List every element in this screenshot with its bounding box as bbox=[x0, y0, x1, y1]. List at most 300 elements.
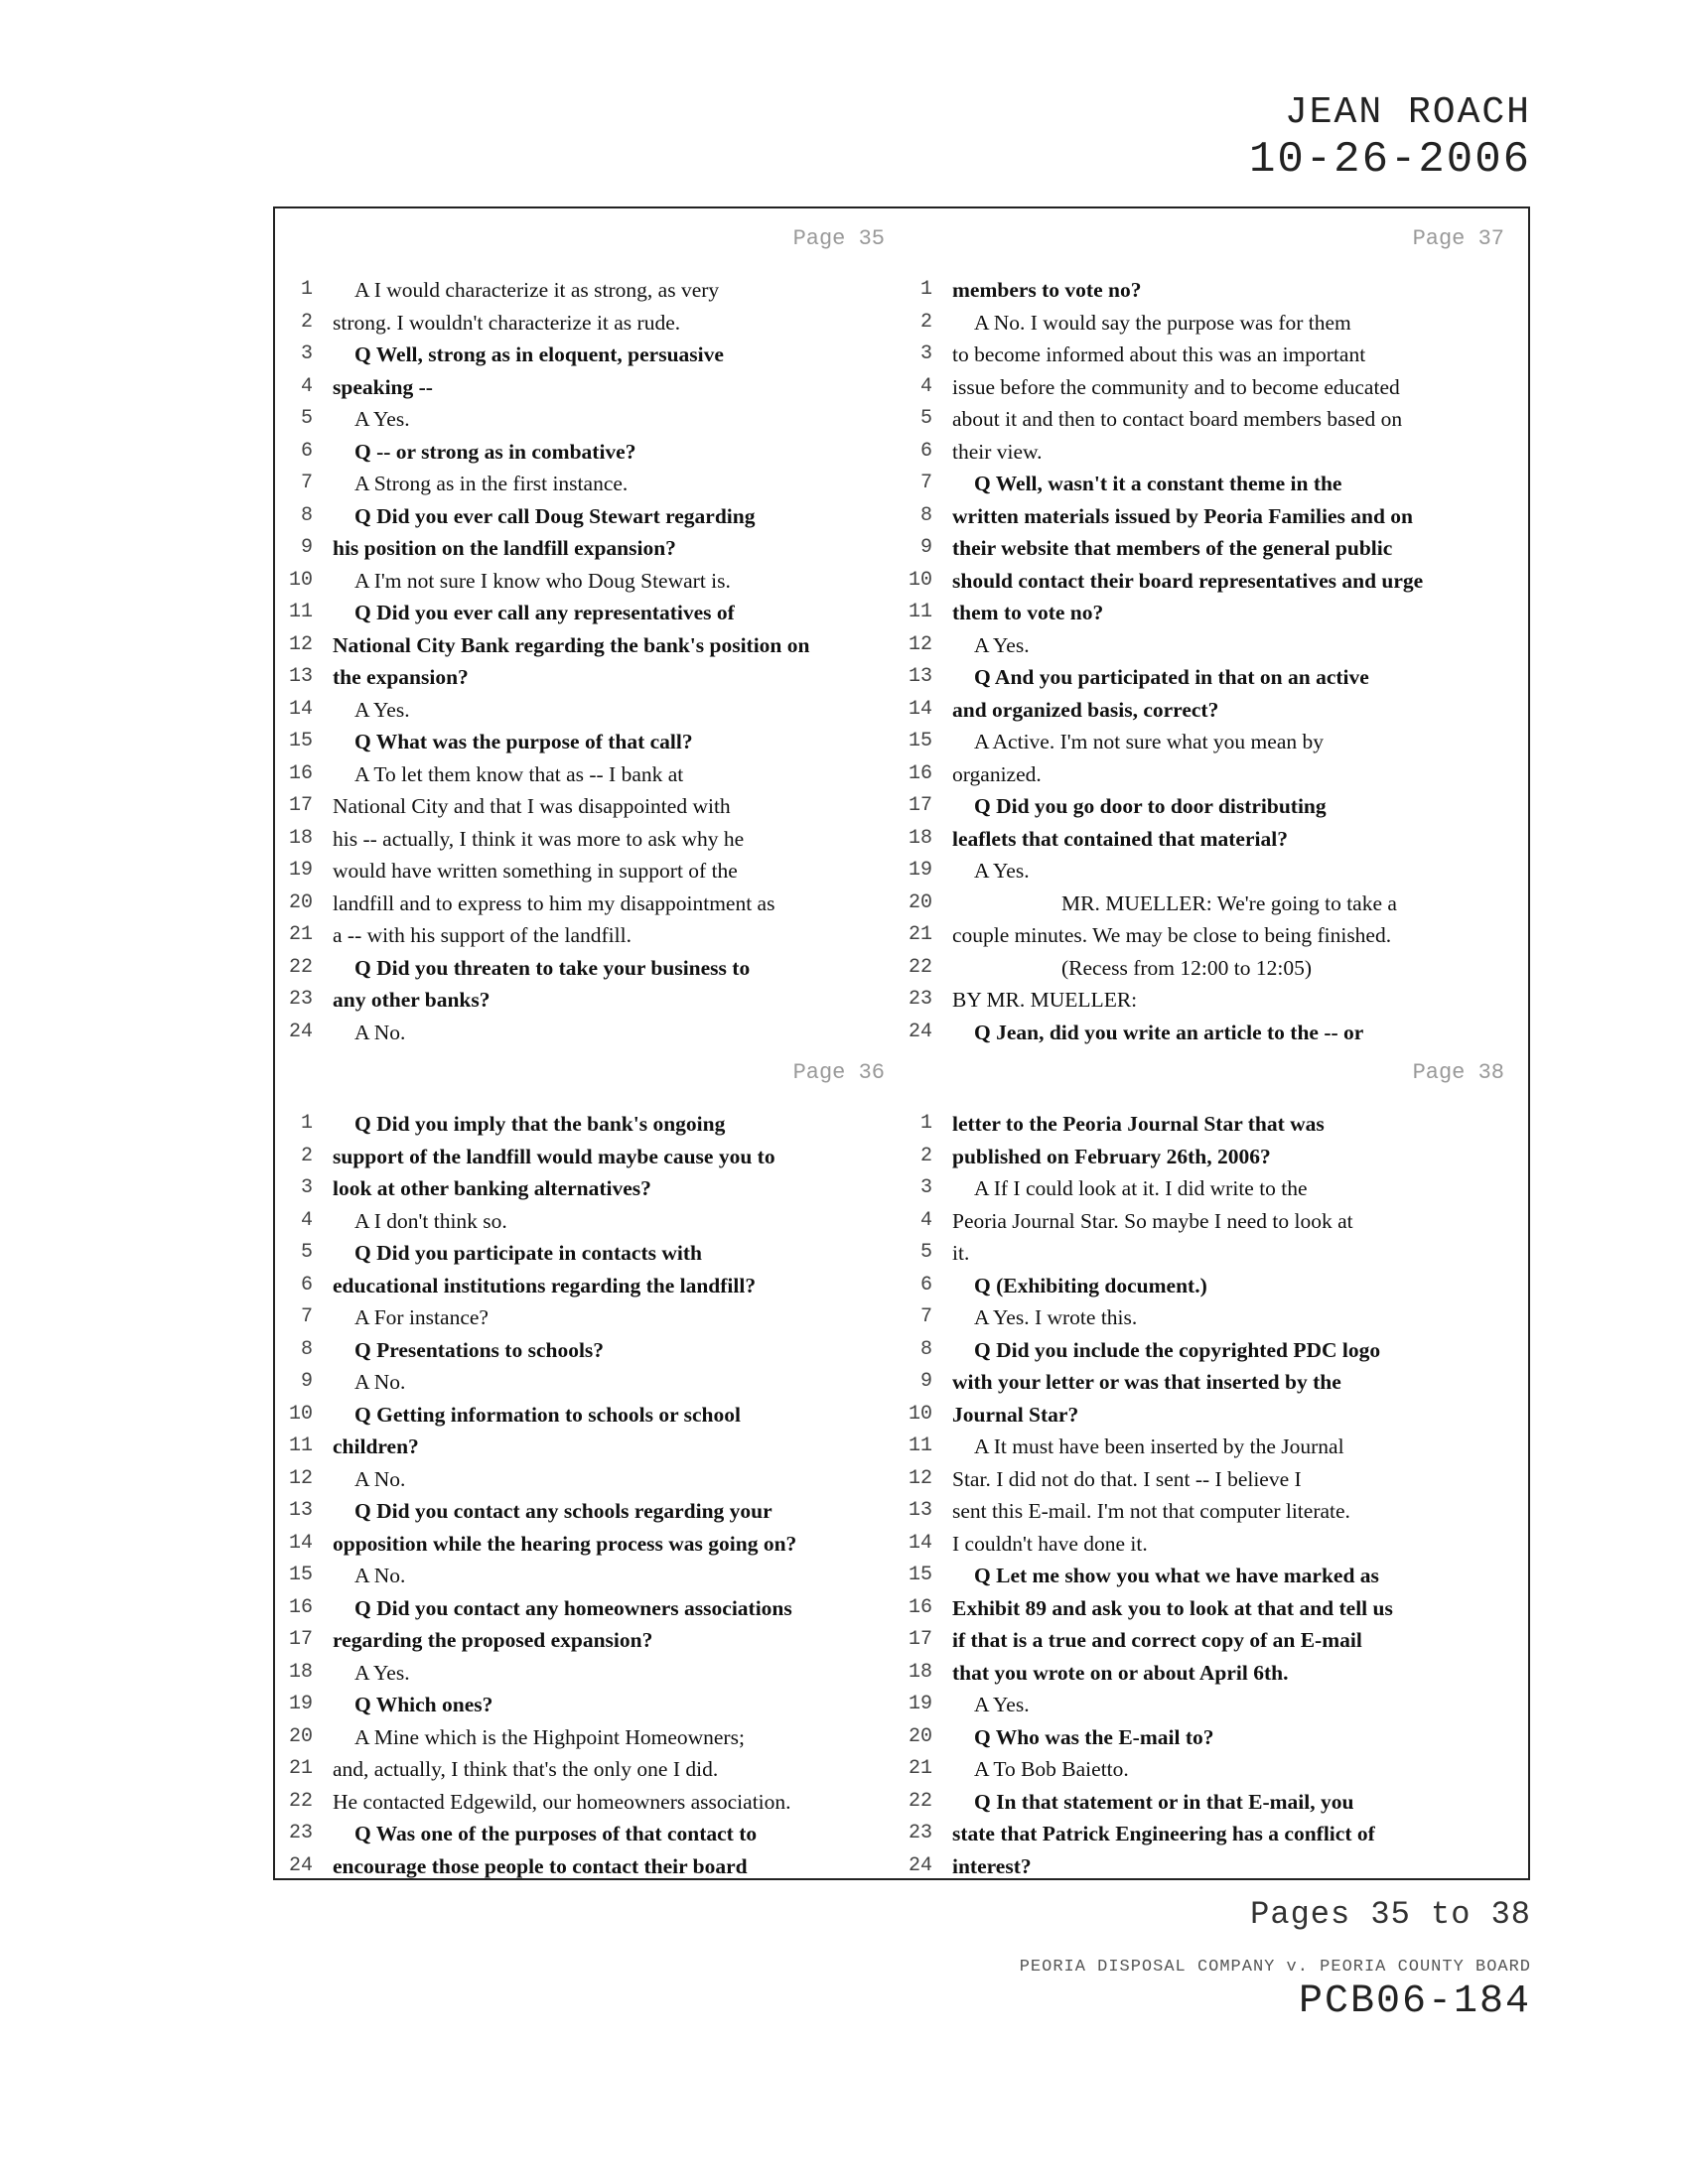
line-number: 24 bbox=[288, 1020, 313, 1043]
transcript-line bbox=[283, 1786, 907, 1819]
transcript-line bbox=[283, 1818, 907, 1850]
transcript-line bbox=[903, 1657, 1526, 1690]
line-text: and organized basis, correct? bbox=[952, 697, 1219, 722]
line-number: 18 bbox=[908, 1660, 932, 1684]
deposition-date: 10-26-2006 bbox=[1248, 135, 1531, 185]
transcript-line bbox=[283, 403, 907, 436]
line-text: strong. I wouldn't characterize it as rude. bbox=[333, 310, 681, 335]
line-number: 1 bbox=[919, 278, 932, 301]
transcript-line bbox=[283, 1592, 907, 1625]
transcript-line bbox=[903, 1753, 1526, 1786]
page-label: Page 37 bbox=[1412, 226, 1504, 251]
line-number: 10 bbox=[288, 568, 313, 592]
line-text: any other banks? bbox=[333, 988, 491, 1012]
transcript-line bbox=[903, 1850, 1526, 1883]
line-number: 7 bbox=[919, 1305, 932, 1328]
line-text: Q Presentations to schools? bbox=[354, 1337, 605, 1362]
line-number: 3 bbox=[300, 342, 313, 365]
line-text: Q -- or strong as in combative? bbox=[354, 439, 636, 464]
pages-range: Pages 35 to 38 bbox=[1250, 1896, 1531, 1933]
line-text: National City Bank regarding the bank's position on bbox=[333, 632, 810, 657]
line-text: his -- actually, I think it was more to ask why he bbox=[333, 826, 745, 851]
line-text: the expansion? bbox=[333, 665, 469, 689]
line-number: 10 bbox=[908, 1402, 932, 1426]
page-label: Page 36 bbox=[792, 1060, 885, 1085]
line-text: A No. bbox=[354, 1370, 406, 1394]
line-text: couple minutes. We may be close to being finished. bbox=[952, 923, 1392, 947]
line-text: A No. I would say the purpose was for them bbox=[974, 310, 1351, 335]
line-number: 13 bbox=[288, 665, 313, 688]
line-number: 14 bbox=[288, 1531, 313, 1555]
transcript-line bbox=[283, 371, 907, 404]
line-number: 1 bbox=[919, 1112, 932, 1135]
transcript-line bbox=[283, 565, 907, 598]
line-text: A I don't think so. bbox=[354, 1208, 507, 1233]
line-text: Q Jean, did you write an article to the -- or bbox=[974, 1020, 1364, 1044]
line-number: 22 bbox=[908, 955, 932, 979]
line-text: A Active. I'm not sure what you mean by bbox=[974, 730, 1324, 753]
transcript-line bbox=[903, 758, 1526, 791]
line-number: 13 bbox=[288, 1499, 313, 1522]
line-number: 12 bbox=[908, 1466, 932, 1490]
line-text: and, actually, I think that's the only one I did. bbox=[333, 1757, 719, 1781]
line-number: 19 bbox=[288, 1693, 313, 1715]
line-text: A Strong as in the first instance. bbox=[354, 472, 629, 495]
line-text: Q Which ones? bbox=[354, 1693, 493, 1716]
transcript-line bbox=[903, 274, 1526, 307]
line-text: A Yes. bbox=[354, 1660, 410, 1685]
line-number: 22 bbox=[288, 1789, 313, 1813]
transcript-line bbox=[283, 1753, 907, 1786]
line-number: 23 bbox=[908, 1822, 932, 1844]
line-number: 11 bbox=[288, 601, 313, 623]
transcript-line bbox=[903, 403, 1526, 436]
transcript-line bbox=[283, 532, 907, 565]
line-number: 16 bbox=[908, 1595, 932, 1619]
transcript-line bbox=[903, 952, 1526, 985]
transcript-line bbox=[903, 1205, 1526, 1238]
page-label: Page 38 bbox=[1412, 1060, 1504, 1085]
line-number: 4 bbox=[919, 1208, 932, 1232]
transcript-line bbox=[903, 1172, 1526, 1205]
transcript-line bbox=[283, 500, 907, 533]
transcript-line bbox=[283, 339, 907, 371]
line-text: Exhibit 89 and ask you to look at that and tell us bbox=[952, 1595, 1393, 1620]
line-number: 15 bbox=[288, 1564, 313, 1586]
transcript-line bbox=[283, 823, 907, 856]
line-number: 20 bbox=[908, 890, 932, 914]
line-text: organized. bbox=[952, 761, 1042, 786]
transcript-line bbox=[903, 307, 1526, 340]
line-text: members to vote no? bbox=[952, 278, 1142, 302]
line-number: 24 bbox=[288, 1853, 313, 1877]
transcript-line bbox=[903, 790, 1526, 823]
line-number: 16 bbox=[288, 761, 313, 785]
transcript-line bbox=[283, 1721, 907, 1754]
transcript-line bbox=[283, 307, 907, 340]
transcript-line bbox=[903, 1399, 1526, 1432]
transcript-frame bbox=[273, 206, 1530, 1880]
line-text: A Yes. bbox=[354, 697, 410, 722]
line-text: A To Bob Baietto. bbox=[974, 1757, 1129, 1781]
line-text: Peoria Journal Star. So maybe I need to look at bbox=[952, 1208, 1353, 1233]
line-text: Q And you participated in that on an active bbox=[974, 665, 1369, 689]
line-number: 5 bbox=[300, 407, 313, 430]
line-number: 1 bbox=[300, 1112, 313, 1135]
transcript-line bbox=[903, 726, 1526, 758]
line-number: 5 bbox=[919, 407, 932, 430]
transcript-line bbox=[903, 694, 1526, 727]
transcript-line bbox=[903, 1495, 1526, 1528]
transcript-line bbox=[283, 1172, 907, 1205]
line-number: 24 bbox=[908, 1853, 932, 1877]
transcript-line bbox=[903, 1721, 1526, 1754]
transcript-line bbox=[283, 1689, 907, 1721]
line-number: 18 bbox=[288, 826, 313, 850]
line-number: 14 bbox=[908, 1531, 932, 1555]
line-text: published on February 26th, 2006? bbox=[952, 1144, 1271, 1168]
transcript-line bbox=[903, 855, 1526, 887]
line-number: 17 bbox=[908, 1628, 932, 1651]
transcript-lines bbox=[903, 1108, 1526, 1882]
line-number: 11 bbox=[288, 1434, 313, 1457]
transcript-lines bbox=[903, 274, 1526, 1048]
witness-name: JEAN ROACH bbox=[1284, 91, 1531, 134]
case-caption: PEORIA DISPOSAL COMPANY v. PEORIA COUNTY BOARD bbox=[1019, 1958, 1531, 1977]
line-text: issue before the community and to become educated bbox=[952, 374, 1400, 399]
transcript-line bbox=[903, 1366, 1526, 1399]
line-number: 5 bbox=[300, 1241, 313, 1264]
transcript-line bbox=[903, 565, 1526, 598]
transcript-line bbox=[283, 984, 907, 1017]
line-number: 15 bbox=[288, 730, 313, 752]
line-number: 3 bbox=[300, 1176, 313, 1199]
line-number: 12 bbox=[288, 632, 313, 656]
transcript-line bbox=[903, 436, 1526, 469]
line-number: 7 bbox=[919, 472, 932, 494]
line-text: would have written something in support of the bbox=[333, 859, 738, 883]
line-number: 23 bbox=[288, 1822, 313, 1844]
line-number: 23 bbox=[908, 988, 932, 1011]
line-text: interest? bbox=[952, 1853, 1032, 1878]
line-text: it. bbox=[952, 1241, 970, 1265]
transcript-line bbox=[903, 597, 1526, 629]
line-text: about it and then to contact board members based on bbox=[952, 407, 1403, 431]
transcript-line bbox=[283, 758, 907, 791]
line-number: 6 bbox=[300, 1273, 313, 1297]
transcript-line bbox=[903, 919, 1526, 952]
line-number: 15 bbox=[908, 1564, 932, 1586]
transcript-page-top-right bbox=[903, 214, 1526, 1048]
line-text: Q In that statement or in that E-mail, you bbox=[974, 1789, 1354, 1814]
transcript-line bbox=[283, 726, 907, 758]
line-number: 8 bbox=[919, 1337, 932, 1361]
line-text: A Yes. bbox=[354, 407, 410, 431]
transcript-line bbox=[903, 1301, 1526, 1334]
line-text: Q Did you contact any schools regarding your bbox=[354, 1499, 772, 1523]
line-number: 8 bbox=[300, 503, 313, 527]
transcript-line bbox=[283, 1237, 907, 1270]
line-text: A No. bbox=[354, 1020, 406, 1044]
line-number: 4 bbox=[919, 374, 932, 398]
line-text: opposition while the hearing process was going on? bbox=[333, 1531, 797, 1556]
transcript-line bbox=[283, 1850, 907, 1883]
transcript-line bbox=[283, 1463, 907, 1496]
line-number: 11 bbox=[908, 601, 932, 623]
transcript-line bbox=[903, 1237, 1526, 1270]
line-number: 2 bbox=[300, 310, 313, 334]
transcript-page-top-left bbox=[283, 214, 907, 1048]
line-number: 8 bbox=[300, 1337, 313, 1361]
transcript-line bbox=[283, 1399, 907, 1432]
line-text: BY MR. MUELLER: bbox=[952, 988, 1138, 1012]
line-text: Q Well, strong as in eloquent, persuasive bbox=[354, 342, 724, 366]
line-text: Q (Exhibiting document.) bbox=[974, 1273, 1207, 1297]
line-text: A It must have been inserted by the Journal bbox=[974, 1434, 1344, 1458]
transcript-line bbox=[903, 468, 1526, 500]
line-number: 21 bbox=[908, 1757, 932, 1780]
transcript-line bbox=[283, 1560, 907, 1592]
transcript-line bbox=[903, 629, 1526, 662]
transcript-line bbox=[283, 436, 907, 469]
line-text: I couldn't have done it. bbox=[952, 1531, 1148, 1556]
line-text: if that is a true and correct copy of an E-mail bbox=[952, 1628, 1362, 1652]
transcript-line bbox=[283, 1017, 907, 1049]
transcript-line bbox=[283, 694, 907, 727]
line-text: Q What was the purpose of that call? bbox=[354, 730, 693, 753]
line-text: Q Did you contact any homeowners associations bbox=[354, 1595, 792, 1620]
line-number: 19 bbox=[288, 859, 313, 882]
line-text: A For instance? bbox=[354, 1305, 489, 1329]
line-text: Star. I did not do that. I sent -- I believe I bbox=[952, 1466, 1302, 1491]
line-number: 17 bbox=[288, 1628, 313, 1651]
transcript-line bbox=[283, 629, 907, 662]
line-number: 20 bbox=[288, 890, 313, 914]
transcript-line bbox=[283, 952, 907, 985]
line-text: Q Let me show you what we have marked as bbox=[974, 1564, 1379, 1587]
line-text: educational institutions regarding the landfill? bbox=[333, 1273, 757, 1297]
line-text: A Yes. bbox=[974, 1693, 1030, 1716]
line-number: 6 bbox=[919, 1273, 932, 1297]
transcript-line bbox=[903, 984, 1526, 1017]
transcript-line bbox=[283, 919, 907, 952]
transcript-line bbox=[903, 1463, 1526, 1496]
line-number: 12 bbox=[288, 1466, 313, 1490]
transcript-line bbox=[283, 1366, 907, 1399]
line-number: 9 bbox=[919, 1370, 932, 1393]
line-text: to become informed about this was an important bbox=[952, 342, 1366, 366]
line-number: 6 bbox=[300, 439, 313, 463]
transcript-line bbox=[283, 1431, 907, 1463]
line-number: 14 bbox=[288, 697, 313, 721]
line-text: their view. bbox=[952, 439, 1043, 464]
line-text: that you wrote on or about April 6th. bbox=[952, 1660, 1289, 1685]
transcript-line bbox=[283, 468, 907, 500]
line-text: A Yes. bbox=[974, 859, 1030, 883]
transcript-line bbox=[903, 1431, 1526, 1463]
line-text: state that Patrick Engineering has a conflict of bbox=[952, 1822, 1375, 1845]
line-text: regarding the proposed expansion? bbox=[333, 1628, 653, 1652]
line-number: 2 bbox=[919, 310, 932, 334]
line-text: his position on the landfill expansion? bbox=[333, 536, 676, 560]
line-number: 22 bbox=[288, 955, 313, 979]
transcript-line bbox=[283, 1334, 907, 1367]
line-text: A I'm not sure I know who Doug Stewart is. bbox=[354, 568, 731, 593]
line-text: Q Did you threaten to take your business to bbox=[354, 955, 751, 980]
line-number: 9 bbox=[300, 1370, 313, 1393]
line-text: them to vote no? bbox=[952, 601, 1104, 624]
line-text: Q Did you include the copyrighted PDC logo bbox=[974, 1337, 1381, 1362]
transcript-line bbox=[903, 339, 1526, 371]
line-number: 13 bbox=[908, 1499, 932, 1522]
page-label: Page 35 bbox=[792, 226, 885, 251]
line-number: 21 bbox=[288, 923, 313, 946]
line-text: should contact their board representatives and urge bbox=[952, 568, 1424, 593]
line-number: 10 bbox=[288, 1402, 313, 1426]
line-number: 16 bbox=[908, 761, 932, 785]
transcript-line bbox=[283, 855, 907, 887]
transcript-line bbox=[283, 1495, 907, 1528]
line-number: 14 bbox=[908, 697, 932, 721]
line-number: 10 bbox=[908, 568, 932, 592]
line-text: Q Did you participate in contacts with bbox=[354, 1241, 702, 1265]
line-text: Q Did you imply that the bank's ongoing bbox=[354, 1112, 726, 1136]
line-text: letter to the Peoria Journal Star that was bbox=[952, 1112, 1325, 1136]
line-text: a -- with his support of the landfill. bbox=[333, 923, 632, 947]
line-number: 3 bbox=[919, 342, 932, 365]
transcript-line bbox=[283, 1301, 907, 1334]
transcript-line bbox=[903, 661, 1526, 694]
line-text: A Mine which is the Highpoint Homeowners; bbox=[354, 1724, 745, 1749]
line-number: 11 bbox=[908, 1434, 932, 1457]
line-text: Q Well, wasn't it a constant theme in the bbox=[974, 472, 1342, 495]
line-text: (Recess from 12:00 to 12:05) bbox=[1061, 955, 1312, 980]
transcript-line bbox=[903, 1689, 1526, 1721]
line-text: with your letter or was that inserted by the bbox=[952, 1370, 1341, 1394]
line-number: 19 bbox=[908, 859, 932, 882]
line-text: A I would characterize it as strong, as very bbox=[354, 278, 720, 302]
line-number: 9 bbox=[300, 536, 313, 559]
line-number: 24 bbox=[908, 1020, 932, 1043]
transcript-line bbox=[903, 1592, 1526, 1625]
line-number: 19 bbox=[908, 1693, 932, 1715]
line-number: 15 bbox=[908, 730, 932, 752]
transcript-lines bbox=[283, 274, 907, 1048]
transcript-line bbox=[283, 887, 907, 920]
line-number: 8 bbox=[919, 503, 932, 527]
transcript-line bbox=[283, 274, 907, 307]
transcript-line bbox=[903, 1786, 1526, 1819]
line-number: 17 bbox=[288, 794, 313, 817]
transcript-line bbox=[903, 1624, 1526, 1657]
line-text: look at other banking alternatives? bbox=[333, 1176, 651, 1200]
line-number: 13 bbox=[908, 665, 932, 688]
line-number: 20 bbox=[908, 1724, 932, 1748]
line-text: leaflets that contained that material? bbox=[952, 826, 1288, 851]
line-text: Q Getting information to schools or school bbox=[354, 1402, 741, 1427]
line-number: 22 bbox=[908, 1789, 932, 1813]
line-number: 18 bbox=[288, 1660, 313, 1684]
transcript-line bbox=[283, 1141, 907, 1173]
line-text: children? bbox=[333, 1434, 419, 1458]
transcript-line bbox=[903, 1818, 1526, 1850]
line-number: 16 bbox=[288, 1595, 313, 1619]
transcript-line bbox=[283, 1657, 907, 1690]
line-number: 9 bbox=[919, 536, 932, 559]
line-text: A To let them know that as -- I bank at bbox=[354, 761, 684, 786]
line-text: speaking -- bbox=[333, 374, 433, 399]
line-text: Q Who was the E-mail to? bbox=[974, 1724, 1214, 1749]
transcript-line bbox=[283, 661, 907, 694]
transcript-line bbox=[903, 1108, 1526, 1141]
transcript-line bbox=[283, 1624, 907, 1657]
transcript-lines bbox=[283, 1108, 907, 1882]
transcript-line bbox=[283, 1270, 907, 1302]
transcript-line bbox=[903, 1017, 1526, 1049]
line-number: 12 bbox=[908, 632, 932, 656]
line-text: Q Did you ever call any representatives of bbox=[354, 601, 735, 624]
line-text: A No. bbox=[354, 1466, 406, 1491]
transcript-page-bottom-left bbox=[283, 1048, 907, 1882]
transcript-page-bottom-right bbox=[903, 1048, 1526, 1882]
transcript-line bbox=[903, 887, 1526, 920]
line-text: National City and that I was disappointed with bbox=[333, 794, 731, 818]
transcript-line bbox=[903, 1560, 1526, 1592]
line-text: A Yes. bbox=[974, 632, 1030, 657]
transcript-line bbox=[903, 371, 1526, 404]
line-text: Q Was one of the purposes of that contact to bbox=[354, 1822, 758, 1845]
transcript-line bbox=[283, 1205, 907, 1238]
line-number: 2 bbox=[919, 1144, 932, 1167]
line-number: 4 bbox=[300, 374, 313, 398]
transcript-line bbox=[903, 500, 1526, 533]
line-text: A If I could look at it. I did write to the bbox=[974, 1176, 1308, 1200]
transcript-line bbox=[903, 1141, 1526, 1173]
line-number: 6 bbox=[919, 439, 932, 463]
line-number: 1 bbox=[300, 278, 313, 301]
line-number: 7 bbox=[300, 1305, 313, 1328]
line-text: landfill and to express to him my disappointment as bbox=[333, 890, 775, 915]
line-number: 18 bbox=[908, 826, 932, 850]
line-text: their website that members of the general public bbox=[952, 536, 1393, 560]
line-number: 5 bbox=[919, 1241, 932, 1264]
transcript-line bbox=[903, 823, 1526, 856]
line-number: 3 bbox=[919, 1176, 932, 1199]
line-text: Journal Star? bbox=[952, 1402, 1079, 1427]
line-text: Q Did you ever call Doug Stewart regarding bbox=[354, 503, 756, 528]
line-number: 7 bbox=[300, 472, 313, 494]
line-number: 20 bbox=[288, 1724, 313, 1748]
line-text: He contacted Edgewild, our homeowners association. bbox=[333, 1789, 791, 1814]
line-text: A Yes. I wrote this. bbox=[974, 1305, 1138, 1329]
line-number: 4 bbox=[300, 1208, 313, 1232]
case-number: PCB06-184 bbox=[1298, 1979, 1531, 2024]
line-number: 23 bbox=[288, 988, 313, 1011]
transcript-line bbox=[283, 1108, 907, 1141]
line-number: 2 bbox=[300, 1144, 313, 1167]
line-text: written materials issued by Peoria Families and on bbox=[952, 503, 1414, 528]
line-number: 21 bbox=[908, 923, 932, 946]
line-text: Q Did you go door to door distributing bbox=[974, 794, 1327, 818]
transcript-line bbox=[903, 1270, 1526, 1302]
transcript-line bbox=[283, 597, 907, 629]
transcript-line bbox=[903, 1528, 1526, 1561]
transcript-line bbox=[903, 1334, 1526, 1367]
line-text: MR. MUELLER: We're going to take a bbox=[1061, 890, 1397, 915]
line-text: A No. bbox=[354, 1564, 406, 1587]
line-text: support of the landfill would maybe cause you to bbox=[333, 1144, 775, 1168]
line-number: 21 bbox=[288, 1757, 313, 1780]
